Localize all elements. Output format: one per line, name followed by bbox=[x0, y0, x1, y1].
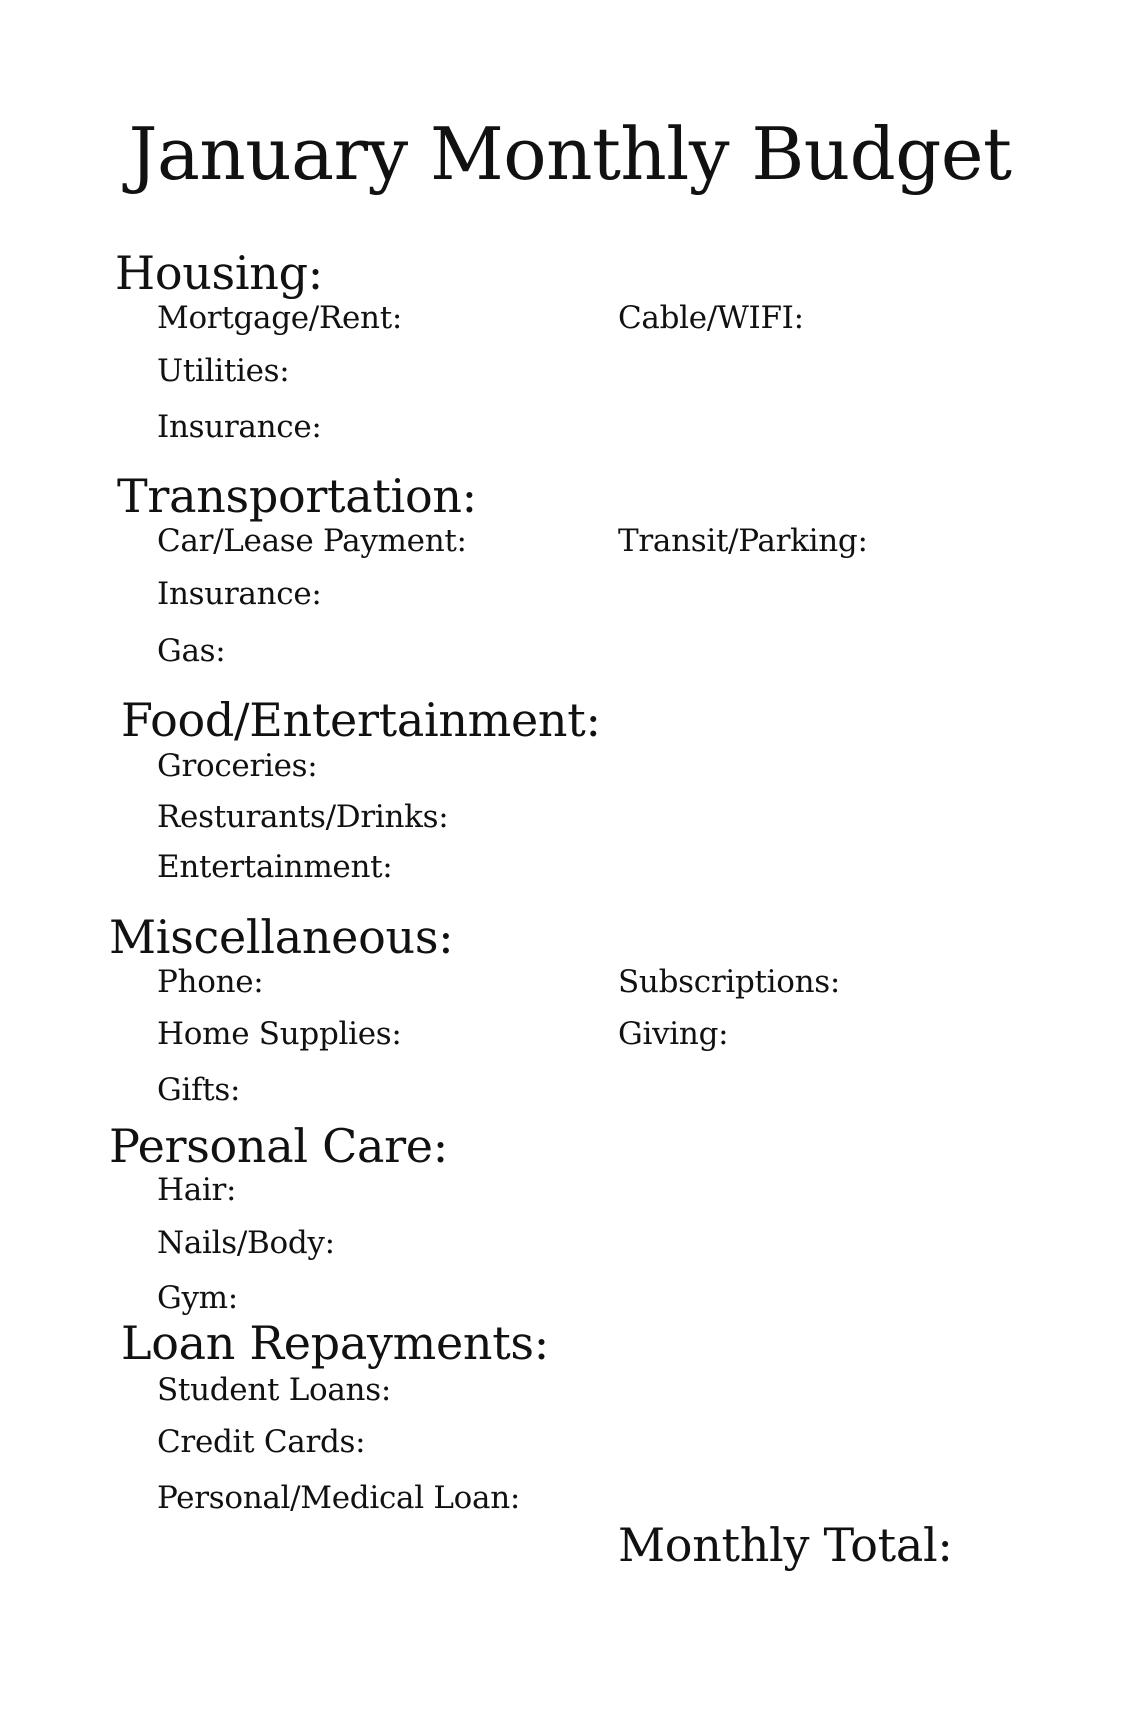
line-item-groceries: Groceries: bbox=[157, 748, 318, 784]
line-item-resturants-drinks: Resturants/Drinks: bbox=[157, 799, 449, 835]
line-item-phone: Phone: bbox=[157, 964, 264, 1000]
line-item-gym: Gym: bbox=[157, 1280, 238, 1316]
line-item-cable-wifi: Cable/WIFI: bbox=[618, 300, 804, 336]
line-item-hair: Hair: bbox=[157, 1172, 237, 1208]
section-heading-food-entertainment: Food/Entertainment: bbox=[121, 693, 601, 747]
line-item-student-loans: Student Loans: bbox=[157, 1372, 391, 1408]
line-item-car-lease-payment: Car/Lease Payment: bbox=[157, 523, 467, 559]
line-item-housing-insurance: Insurance: bbox=[157, 409, 322, 445]
line-item-subscriptions: Subscriptions: bbox=[618, 964, 841, 1000]
monthly-total-label: Monthly Total: bbox=[618, 1518, 953, 1572]
section-heading-housing: Housing: bbox=[115, 246, 323, 300]
page-title: January Monthly Budget bbox=[128, 112, 1012, 197]
section-heading-transportation: Transportation: bbox=[117, 469, 477, 523]
section-heading-miscellaneous: Miscellaneous: bbox=[109, 910, 454, 964]
line-item-transit-parking: Transit/Parking: bbox=[618, 523, 868, 559]
line-item-nails-body: Nails/Body: bbox=[157, 1225, 335, 1261]
line-item-gifts: Gifts: bbox=[157, 1072, 241, 1108]
line-item-personal-medical-loan: Personal/Medical Loan: bbox=[157, 1480, 521, 1516]
line-item-credit-cards: Credit Cards: bbox=[157, 1424, 366, 1460]
line-item-mortgage-rent: Mortgage/Rent: bbox=[157, 300, 402, 336]
line-item-giving: Giving: bbox=[618, 1016, 729, 1052]
section-heading-personal-care: Personal Care: bbox=[109, 1119, 448, 1173]
line-item-car-insurance: Insurance: bbox=[157, 576, 322, 612]
section-heading-loan-repayments: Loan Repayments: bbox=[121, 1316, 549, 1370]
line-item-gas: Gas: bbox=[157, 633, 226, 669]
line-item-entertainment: Entertainment: bbox=[157, 849, 393, 885]
line-item-utilities: Utilities: bbox=[157, 353, 290, 389]
line-item-home-supplies: Home Supplies: bbox=[157, 1016, 402, 1052]
